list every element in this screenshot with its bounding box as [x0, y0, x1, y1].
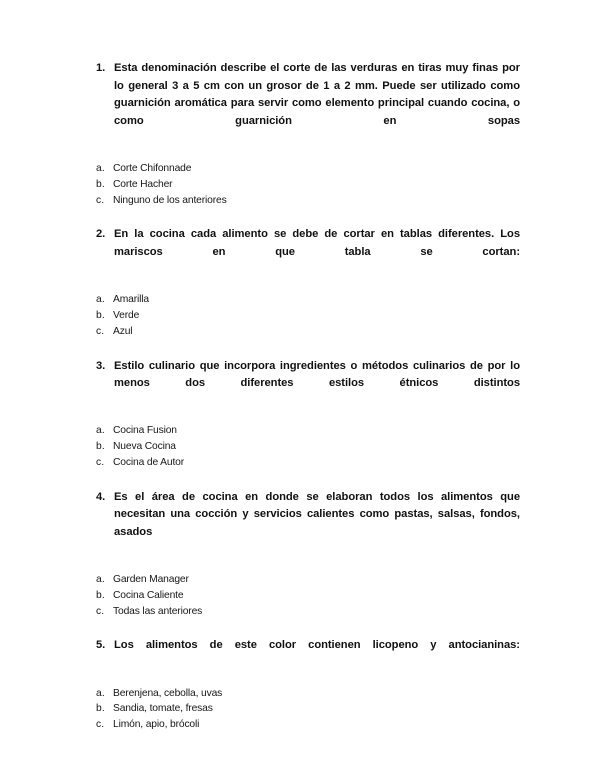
option-text: Corte Chifonnade	[113, 162, 192, 174]
question-row	[96, 489, 520, 559]
question-number: 4.	[96, 490, 106, 503]
option-text: Limón, apio, brócoli	[113, 719, 200, 731]
option-letter: a.	[96, 425, 105, 437]
option-row[interactable]	[96, 572, 520, 588]
option-row[interactable]	[96, 686, 520, 702]
option-letter: c.	[96, 456, 105, 468]
option-letter: b.	[96, 589, 105, 601]
option-letter: b.	[96, 703, 105, 715]
question-number: 5.	[96, 639, 106, 652]
question-row	[96, 226, 520, 279]
question-block	[96, 226, 520, 339]
option-row[interactable]	[96, 701, 520, 717]
option-row[interactable]	[96, 308, 520, 324]
quiz-question-list	[96, 60, 520, 733]
option-letter: b.	[96, 441, 105, 453]
option-letter: a.	[96, 162, 105, 174]
option-row[interactable]	[96, 588, 520, 604]
question-row	[96, 358, 520, 411]
question-row	[96, 60, 520, 148]
option-text: Azul	[113, 325, 133, 337]
option-row[interactable]	[96, 161, 520, 177]
question-block	[96, 489, 520, 620]
question-number: 3.	[96, 359, 106, 372]
option-text: Nueva Cocina	[113, 441, 176, 453]
question-text: Estilo culinario que incorpora ingredientes o métodos culinarios de por lo menos dos diferentes estilos étnicos distintos	[114, 359, 520, 390]
option-letter: c.	[96, 325, 105, 337]
question-text: Esta denominación describe el corte de las verduras en tiras muy finas por lo general 3 a 5 cm con un grosor de 1 a 2 mm. Puede ser utilizado como guarnición aromática para servir como elemento principal cuando cocina, o como guarnición en sopas	[114, 62, 520, 127]
option-letter: a.	[96, 687, 105, 699]
option-row[interactable]	[96, 292, 520, 308]
option-letter: c.	[96, 605, 105, 617]
option-list	[96, 686, 520, 733]
question-text: Es el área de cocina en donde se elaboran todos los alimentos que necesitan una cocción y servicios calientes como pastas, salsas, fondos, asados	[114, 490, 520, 538]
option-text: Ninguno de los anteriores	[113, 194, 227, 206]
option-row[interactable]	[96, 717, 520, 733]
option-list	[96, 572, 520, 619]
question-text: Los alimentos de este color contienen licopeno y antocianinas:	[114, 639, 520, 652]
option-text: Cocina Fusion	[113, 425, 177, 437]
option-text: Corte Hacher	[113, 178, 173, 190]
option-text: Todas las anteriores	[113, 605, 203, 617]
option-list	[96, 161, 520, 208]
option-text: Verde	[113, 309, 140, 321]
option-row[interactable]	[96, 423, 520, 439]
option-row[interactable]	[96, 455, 520, 471]
option-text: Cocina de Autor	[113, 456, 185, 468]
question-number: 2.	[96, 228, 106, 241]
option-text: Cocina Caliente	[113, 589, 184, 601]
option-letter: a.	[96, 574, 105, 586]
question-row	[96, 637, 520, 672]
option-letter: a.	[96, 294, 105, 306]
option-text: Amarilla	[113, 294, 149, 306]
question-block	[96, 358, 520, 471]
question-block	[96, 60, 520, 208]
option-row[interactable]	[96, 177, 520, 193]
option-letter: b.	[96, 178, 105, 190]
option-list	[96, 423, 520, 470]
question-block	[96, 637, 520, 733]
option-row[interactable]	[96, 324, 520, 340]
option-row[interactable]	[96, 193, 520, 209]
option-row[interactable]	[96, 439, 520, 455]
option-letter: c.	[96, 194, 105, 206]
question-number: 1.	[96, 62, 106, 74]
option-row[interactable]	[96, 604, 520, 620]
option-letter: b.	[96, 309, 105, 321]
option-text: Sandia, tomate, fresas	[113, 703, 213, 715]
question-text: En la cocina cada alimento se debe de cortar en tablas diferentes. Los mariscos en que tabla se cortan:	[114, 228, 520, 258]
option-text: Berenjena, cebolla, uvas	[113, 687, 223, 699]
option-text: Garden Manager	[113, 574, 189, 586]
option-letter: c.	[96, 719, 105, 731]
option-list	[96, 292, 520, 339]
